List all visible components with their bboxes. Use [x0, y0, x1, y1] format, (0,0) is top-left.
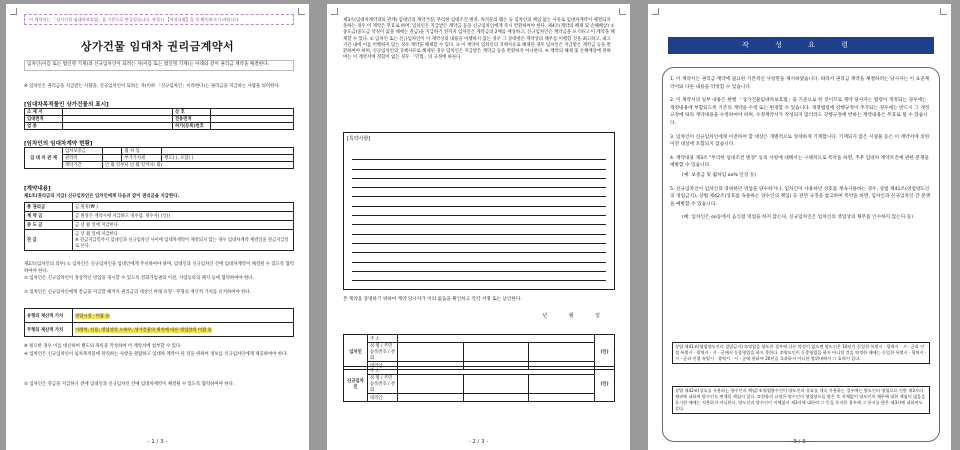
store-name-field[interactable] [211, 109, 294, 116]
guide-item: 1. 이 계약서는 권리금 계약에 필요한 기본적인 사항만을 제시하였습니다. 따라서 권리금 계약을 체결하려는 당사자는 이 표준계약서와 다른 내용을 약정할 수 있습니다. [670, 77, 930, 90]
tenant-name-field[interactable] [398, 343, 464, 362]
clause-3c: ⑤ 임차인은 잔금을 지급하기 전에 임대인과 신규임차인 간에 임대차계약이 체결될 수 있도록 협력하여야 한다. [24, 382, 235, 387]
section-contract-content: [계약내용] [24, 186, 51, 192]
intro-text: 임차인(이름 또는 법인명 기재)과 신규임차인이 되려는 자(이름 또는 법인명 기재)는 아래와 같이 권리금 계약을 체결한다. [27, 62, 270, 67]
tenant-address-field[interactable] [398, 335, 595, 343]
total-premium-field[interactable]: 금 원정(₩ ) [73, 203, 294, 212]
tenant-phone-field[interactable] [529, 343, 595, 362]
tenant-seal[interactable]: (인) [595, 335, 615, 370]
signature-note: 본 계약을 증명하기 위하여 계약 당사자가 이의 없음을 확인하고 각각 서명 또는 날인한다. [343, 297, 522, 302]
deposit-field[interactable] [103, 148, 122, 155]
crop-mark [298, 8, 305, 15]
table-row: 잔 금 금 년 월 일에 지급한다. ※ 잔금지급일까지 임대인과 신규임차인 사이에 임대차계약이 체결되지 않는 경우 임대차계약 체결일을 잔금지급일로 본다. [25, 230, 294, 251]
monthly-rent-field[interactable] [162, 148, 294, 155]
table-row: 계약기간 년 월 일부터 년 월 일까지( 월) [25, 162, 294, 169]
crop-mark [10, 8, 17, 15]
guide-item: 5. 신규임차인이 임차인의 영위하던 영업을 양수하거나, 임차인이 사용하던 상호를 계속사용하는 경우, 상법 제41조(영업양도인의 경업금지), 상법 제42조(상호를 속용하는 양수인의 책임) 등 관련 규정을 참고하여 특약을 하면, 임차인과 신규임차인 간 분쟁을 예방할 수 있습니다. [670, 186, 931, 207]
table-row: 성 명 / 주민등록번호 / 전화 [344, 343, 615, 362]
crop-mark [619, 8, 626, 15]
guide-items [670, 76, 932, 228]
new-tenant-agent-id-field[interactable] [463, 394, 529, 402]
tangible-assets-field[interactable]: 영업시설 · 비품 등 [73, 309, 294, 323]
asset-table [24, 308, 294, 337]
address-field[interactable] [63, 109, 173, 116]
new-tenant-phone-field[interactable] [529, 375, 595, 394]
vat-field[interactable]: 별도( ), 포함( ) [162, 155, 294, 162]
tenant-id-field[interactable] [463, 343, 529, 362]
payment-table [24, 202, 294, 251]
clause-2b: ② 임차인은 신규임차인이 정상적인 영업을 개시할 수 있도록 전화가입권의 이전, 사업등록의 폐지 등에 협력하여야 한다. [24, 276, 254, 281]
intro-paragraph [24, 60, 294, 71]
table-row: 유형의 재산적 가치 영업시설 · 비품 등 [25, 309, 294, 323]
middle-payment-field[interactable]: 금 년 월 일에 지급한다. [73, 221, 294, 230]
table-row: 중 도 금 금 년 월 일에 지급한다. [25, 221, 294, 230]
intangible-assets-field[interactable]: 거래처, 신용, 영업상의 노하우, 상가건물의 위치에 따른 영업상의 이점 등 [73, 323, 294, 337]
table-row: 총 권리금 금 원정(₩ ) [25, 203, 294, 212]
crop-mark [652, 8, 659, 15]
notice-box: 이 계약서는 「상가건물 임대차보호법」을 기준으로 만들었습니다. 작성시 【작성요령】을 꼭 확인하시기 바랍니다. [24, 14, 294, 25]
down-payment-field[interactable]: 금 원정은 계약시에 지급하고 영수함. 영수자( (인)) [73, 212, 294, 221]
maintenance-fee-field[interactable] [103, 155, 122, 162]
clause-2: 제2조(임차인의 의무) ① 임차인은 신규임차인을 임대인에게 주선하여야 하며, 임대인과 신규임차인 간에 임대차계약이 체결될 수 있도록 협력하여야 한다. [24, 262, 295, 274]
table-row: 무형의 재산적 가치 거래처, 신용, 영업상의 노하우, 상가건물의 위치에 따른 영업상의 이점 등 [25, 323, 294, 337]
table-row: 임 대 차 관 계 임차보증금 월 차 임 [25, 148, 294, 155]
clause-3b: ④ 임차인은 신규임차인이 임차목적물에 관리하는 사항을 열람하고 임대차 계약이 된 것을 위하여 정보를 신규임차인에게 제공하여야 한다. [24, 352, 288, 357]
table-row: 대리인 [344, 394, 615, 402]
page-number: - 2 / 3 - [468, 439, 489, 445]
new-tenant-agent-phone-field[interactable] [529, 394, 595, 402]
crop-mark [940, 8, 947, 15]
business-type-field[interactable] [63, 123, 173, 130]
clause-2c: ③ 임차인은 신규임차인에게 잔금을 지급할 때까지 권리금의 대상인 아래 유형 · 무형의 재산적 가치를 유지하여야 한다. [24, 290, 252, 295]
page-1 [6, 4, 309, 450]
table-row: 신규임차인 주 소 (인) [344, 367, 615, 375]
table-row: 계 약 금 금 원정은 계약시에 지급하고 영수함. 영수자( (인)) [25, 212, 294, 221]
special-terms-box[interactable] [343, 132, 615, 290]
contract-date: 년 월 일 [542, 313, 610, 319]
new-tenant-seal[interactable]: (인) [595, 367, 615, 402]
clause-3: ※ 필요한 경우 이를 대신하여 별도의 목록을 작성하여 이 계약서에 첨부할 수 있다. [24, 344, 182, 349]
section-premises: [임대차목적물인 상가건물의 표시] [24, 102, 109, 108]
balance-field[interactable]: 금 년 월 일에 지급한다. [75, 232, 120, 237]
clauses-3-4: 제3조(임대차계약과의 관계) 임대인의 계약거절, 무리한 임대조건 변경, 목적물의 훼손 등 임차인의 책임 없는 사유로 임대차계약이 체결되지 못하는 경우 이 계약은 무효로 하며, 임차인은 지급받은 계약금 등을 신규임차인에게 즉시 반환하여야 한다. 제4조(계약의 해제 및 손해배상) ① 중도금(중도금 약정이 없을 때에는 잔금)을 지급하기 전까지 임차인은 계약금의 2배를 배상하고, 신규임차인은 계약금을 포기하고 이 계약을 해제할 수 있다. ② 임차인 또는 신규임차인이 이 계약상의 내용을 이행하지 않는 경우 그 상대방은 계약상의 채무를 이행할 것을 최고하고, 최고기간 내에 이를 이행하지 않는 경우 계약을 해제할 수 있다. ③ 이 계약이 임차인의 귀책사유로 해제된 경우 임차인은 지급받은 계약금 등을 반환하여야 하며, 신규임차인의 귀책사유로 해제된 경우 임차인은 지급받은 계약금 등을 반환하지 아니한다. ④ 계약의 해제 및 손해배상에 관하여는 이 계약서에 정함이 없는 경우 「민법」의 규정에 따른다. [343, 18, 615, 61]
section-lease-status: [임차인의 임대차계약 현황] [24, 141, 93, 147]
table-row: 임차인 주 소 (인) [344, 335, 615, 343]
new-tenant-signature-table [343, 366, 615, 402]
new-tenant-id-field[interactable] [463, 375, 529, 394]
commercial-act-42-box: 상법 제42조(상호를 속용하는 양수인의 책임) ①영업양수인이 양도인의 상호를 계속 사용하는 경우에는 양도인의 영업으로 인한 제3자의 채권에 대하여 양수인도 변제할 책임이 있다. ②전항의 규정은 양수인이 영업양도를 받은 후 지체없이 양도인의 채무에 대한 책임이 없음을 등기한 때에는 적용하지 아니한다. 양도인과 양수인이 지체없이 제3자에 대하여 그 뜻을 통지한 경우에 그 통지를 받은 제3자에 대하여도 같다. [672, 386, 930, 414]
table-row: 업 종 허가(등록)번호 [25, 123, 294, 130]
new-tenant-name-field[interactable] [398, 375, 464, 394]
guide-item: 4. 계약내용 제3조 "무리한 임대조건 변경" 등의 사항에 대해서는 구체적으로 특약을 하면, 추후 임대차 계약조건에 관한 분쟁을 예방할 수 있습니다. [670, 155, 929, 169]
guide-example: (예: 임차인은 oo동에서 음식점 영업을 하지 않는다, 신규임차인은 임차인의 영업상의 채무를 인수하지 않는다 등) [682, 215, 914, 221]
page-2 [327, 4, 630, 450]
table-row: 소 재 지 상 호 [25, 109, 294, 116]
guide-item: 2. 이 계약서의 일부 내용은 현행 「상가건물임대차보호법」을 기준으로 한 것이므로 계약 당사자는 법령이 개정되는 경우에는 개정내용에 부합되도록 기존의 계약을 수정 또는 변경할 수 있습니다. 개정법령에 강행규정이 추가되는 경우에는 반드시 그 개정규정에 따라 계약내용을 수정하여야 하며, 수정계약서가 작성되지 않더라도 강행규정에 반하는 계약내용은 무효로 될 수 있습니다. [670, 98, 930, 126]
crop-mark [331, 8, 338, 15]
table-row: 성 명 / 주민등록번호 / 전화 [344, 375, 615, 394]
special-terms-heading: [특약사항] [347, 136, 371, 142]
contract-title: 상가건물 임대차 권리금계약서 [80, 40, 235, 53]
guide-example: (예: 보증금 및 월차임 oo% 인상 등) [682, 172, 757, 178]
commercial-act-41-box: 상법 제41조(영업양도인의 경업금지) ①영업을 양도한 경우에 다른 약정이 없으면 양도인은 10년간 동일한 특별시 · 광역시 · 시 · 군과 인접 특별시 · 광역시 · 시 · 군에서 동종영업을 하지 못한다. ②양도인이 동종영업을 하지 아니할 것을 약정한 때에는 동일한 특별시 · 광역시 · 시 · 군과 인접 특별시 · 광역시 · 시 · 군에 한하여 20년을 초과하지 아니한 범위내에서 그 효력이 있다. [672, 342, 930, 364]
contract-period-field[interactable]: 년 월 일부터 년 월 일까지( 월) [103, 162, 294, 169]
license-number-field[interactable] [211, 123, 294, 130]
tenant-signature-table [343, 334, 615, 370]
page-3 [648, 4, 951, 450]
guide-item: 3. 임차인이 신규임차인에게 이전하여 할 대상은 개별적으로 상세하게 기재합니다. 기재되지 않은 시설물 등은 이 계약서에 의한 이전 대상에 포함되지 않습니다. [670, 134, 930, 148]
payment-note: ※ 잔금지급일까지 임대인과 신규임차인 사이에 임대차계약이 체결되지 않는 경우 임대차계약 체결일을 잔금지급일로 본다. [75, 238, 289, 249]
ruled-lines [352, 151, 606, 281]
new-tenant-address-field[interactable] [398, 367, 595, 375]
table-row: 관리비 부가가치세 별도( ), 포함( ) [25, 155, 294, 162]
new-tenant-agent-name-field[interactable] [398, 394, 464, 402]
page-number: - 1 / 3 - [147, 439, 168, 445]
lease-area-field[interactable] [63, 116, 173, 123]
writing-guide-heading: 작 성 요 령 [668, 37, 934, 54]
definition-note: ※ 임차인은 권리금을 지급받는 사람을, 신규임차인이 되려는 자(이하 「신규임차인」이라한다)는 권리금을 지급하는 사람을 의미한다. [24, 84, 280, 89]
table-row: 대리인 [344, 362, 615, 370]
exclusive-area-field[interactable] [211, 116, 294, 123]
premises-table [24, 108, 294, 130]
table-row: 임대면적 전용면적 [25, 116, 294, 123]
page-number: - 3 / 3 - [789, 439, 810, 445]
clause-1: 제1조(권리금의 지급) 신규임차인은 임차인에게 다음과 같이 권리금을 지급한다. [24, 194, 180, 199]
lease-status-table [24, 147, 294, 169]
